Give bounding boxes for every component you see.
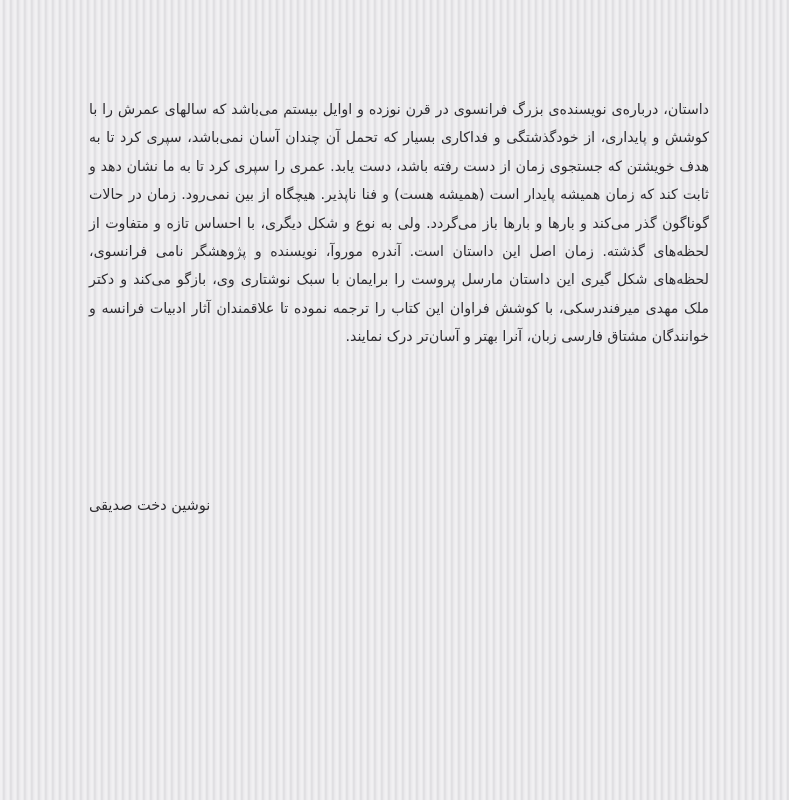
signature-text: نوشین دخت صدیقی — [89, 498, 211, 514]
cover-title-fragment — [318, 0, 468, 9]
blurb-paragraph: داستان، درباره‌ی نویسنده‌ی بزرگ فرانسوی در قرن نوزده و اوایل بیستم می‌باشد که سالهای عمرش را با کوشش و پایداری، از خودگذشتگی و فداکاری بسیار که تحمل آن چندان آسان نمی‌باشد، سپری کرد تا به هدف خویشتن که جستجوی زمان از دست رفته باشد، دست یابد. عمری را سپری کرد تا به ما نشان دهد و ثابت کند که زمان همیشه پایدار است (همیشه هست) و فنا ناپذیر. هیچگاه از بین نمی‌رود. زمان در حالات گوناگون گذر می‌کند و بارها و بارها باز می‌گردد. ولی به نوع و شکل دیگری، با احساس تازه و متفاوت از لحظه‌های گذشته. زمان اصل این داستان است. آندره موروآ، نویسنده و پژوهشگر نامی فرانسوی، لحظه‌های شکل گیری این داستان مارسل پروست را برایمان با سبک نوشتاری وی، بازگو می‌کند و دکتر ملک مهدی میرفندرسکی، با کوشش فراوان این کتاب را ترجمه نموده تا علاقمندان آثار ادبیات فرانسه و خوانندگان مشتاق فارسی زبان، آنرا بهتر و آسان‌تر درک نمایند. — [89, 102, 709, 346]
author-signature — [89, 494, 709, 518]
